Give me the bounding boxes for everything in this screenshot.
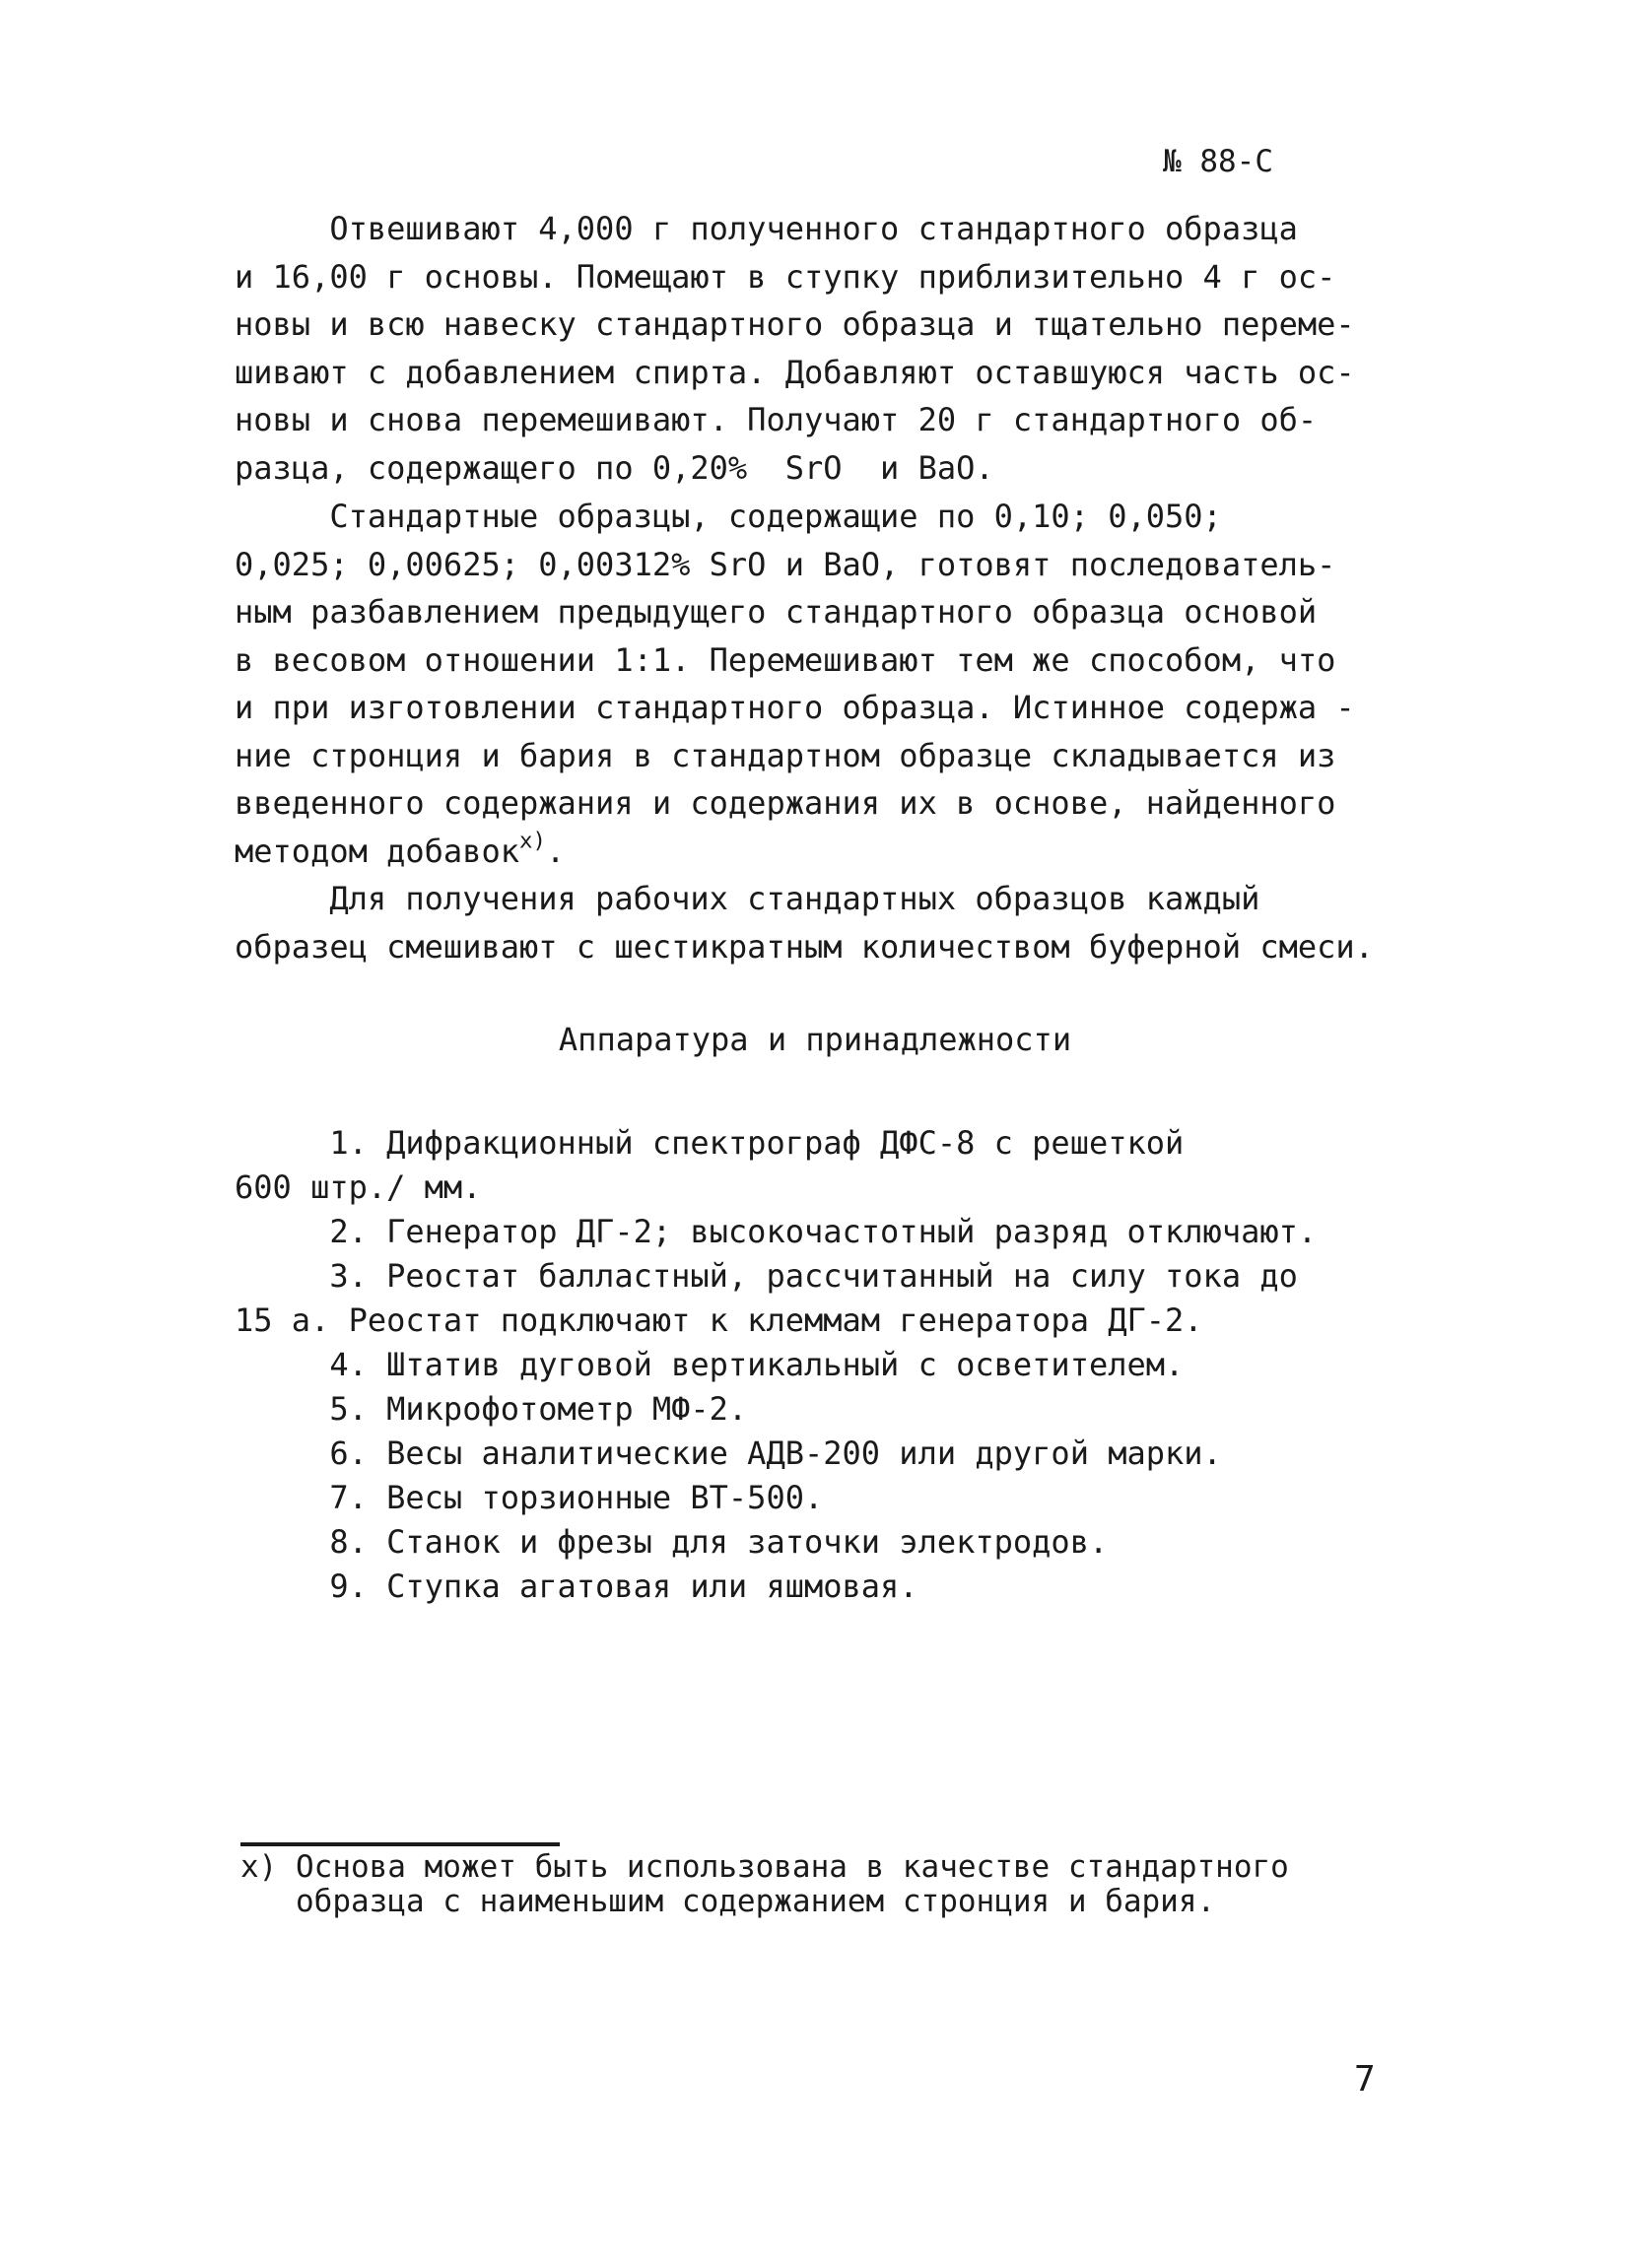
footnote-mark: x) (518, 827, 546, 853)
list-item: 8. Станок и фрезы для заточки электродов. (235, 1523, 1109, 1561)
text-line: новы и всю навеску стандартного образца и тщательно переме- (235, 305, 1355, 343)
text-line: образец смешивают с шестикратным количеством буферной смеси. (235, 927, 1374, 966)
paragraph-working-samples (235, 875, 1447, 970)
list-item: 3. Реостат балластный, рассчитанный на силу тока до (235, 1257, 1298, 1295)
page-number: 7 (1354, 2059, 1376, 2100)
text-line: Для получения рабочих стандартных образцов каждый (235, 880, 1260, 917)
text-line: и 16,00 г основы. Помещают в ступку приблизительно 4 г ос- (235, 257, 1336, 296)
list-item-continuation: 600 штр./ мм. (235, 1168, 482, 1206)
text-line: новы и снова перемешивают. Получают 20 г стандартного об- (235, 401, 1318, 438)
text-line: в весовом отношении 1:1. Перемешивают тем же способом, что (235, 640, 1336, 679)
list-item: 7. Весы торзионные ВТ-500. (235, 1479, 824, 1516)
list-item-continuation: 15 а. Реостат подключают к клеммам генератора ДГ-2. (235, 1301, 1203, 1339)
equipment-list (235, 1121, 1457, 1609)
document-number: № 88-С (1163, 144, 1273, 179)
text-line: Стандартные образцы, содержащие по 0,10; 0,050; (235, 498, 1222, 535)
list-item: 4. Штатив дуговой вертикальный с осветителем. (235, 1346, 1185, 1383)
footnote-divider (240, 1842, 560, 1846)
list-item: 2. Генератор ДГ-2; высокочастотный разряд отключают. (235, 1213, 1318, 1250)
paragraph-weighing (235, 205, 1447, 492)
list-item: 5. Микрофотометр МФ-2. (235, 1390, 748, 1428)
text-line-end: . (545, 832, 566, 870)
footnote-line: образца с наименьшим содержанием стронция и бария. (240, 1884, 1216, 1919)
footnote (240, 1850, 1453, 1919)
footnote-line: x) Основа может быть использована в качестве стандартного (240, 1849, 1289, 1885)
text-line: 0,025; 0,00625; 0,00312% SrO и BaO, готовят последователь- (235, 545, 1336, 583)
list-item: 6. Весы аналитические АДВ-200 или другой марки. (235, 1434, 1222, 1472)
text-line: ние стронция и бария в стандартном образце складывается из (235, 736, 1336, 774)
text-line: введенного содержания и содержания их в основе, найденного (235, 784, 1336, 822)
text-line: ным разбавлением предыдущего стандартного образца основой (235, 593, 1318, 631)
section-heading: Аппаратура и принадлежности (558, 1021, 1072, 1058)
list-item: 1. Дифракционный спектрограф ДФС-8 с решеткой (235, 1124, 1185, 1162)
text-line: и при изготовлении стандартного образца. Истинное содержа - (235, 689, 1355, 726)
paragraph-standard-samples (235, 493, 1447, 875)
text-line: шивают с добавлением спирта. Добавляют оставшуюся часть ос- (235, 353, 1355, 391)
text-line: методом добавок (235, 832, 519, 870)
list-item: 9. Ступка агатовая или яшмовая. (235, 1568, 918, 1605)
text-line: Отвешивают 4,000 г полученного стандартного образца (235, 210, 1298, 247)
text-line: разца, содержащего по 0,20% SrO и BaO. (235, 448, 994, 487)
